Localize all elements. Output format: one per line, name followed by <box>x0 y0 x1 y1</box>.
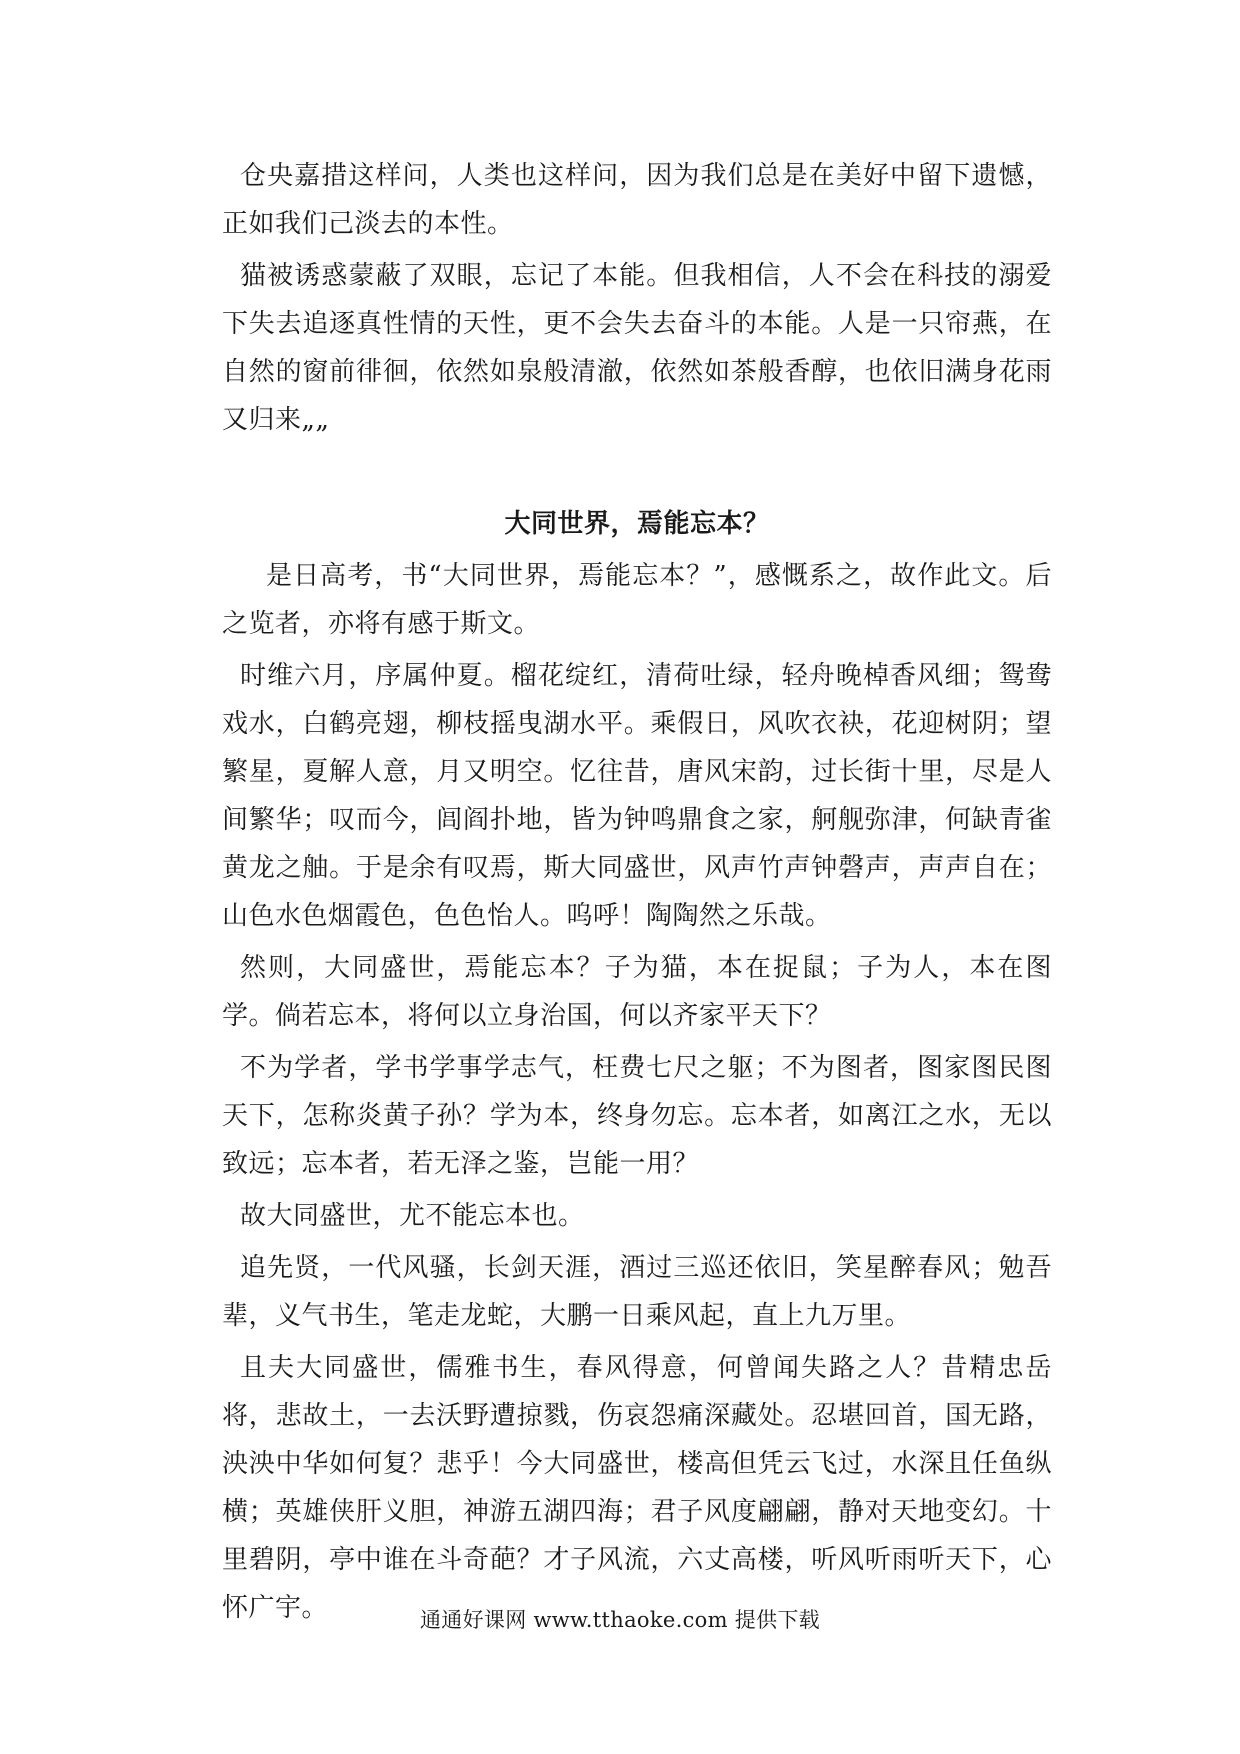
essay-section <box>222 500 1052 1632</box>
intro-paragraph: 是日高考，书“大同世界，焉能忘本？”，感慨系之，故作此文。后之览者，亦将有感于斯文。 <box>222 561 1052 639</box>
paragraph: 仓央嘉措这样问，人类也这样问，因为我们总是在美好中留下遗憾，正如我们己淡去的本性。 <box>222 161 1052 239</box>
page-footer: 通通好课网 www.tthaoke.com 提供下载 <box>420 1608 820 1632</box>
paragraph: 故大同盛世，尤不能忘本也。 <box>240 1201 585 1231</box>
essay-title: 大同世界，焉能忘本？ <box>504 509 770 539</box>
paragraph: 不为学者，学书学事学志气，枉费七尺之躯；不为图者，图家图民图天下，怎称炎黄子孙？学为本，终身勿忘。忘本者，如离江之水，无以致远；忘本者，若无泽之鉴，岂能一用？ <box>222 1053 1052 1179</box>
paragraph: 猫被诱惑蒙蔽了双眼，忘记了本能。但我相信，人不会在科技的溺爱下失去追逐真性情的天性，更不会失去奋斗的本能。人是一只帘燕，在自然的窗前徘徊，依然如泉般清澈，依然如茶般香醇，也依旧满身花雨又归来„„ <box>222 261 1052 435</box>
paragraph: 时维六月，序属仲夏。榴花绽红，清荷吐绿，轻舟晚棹香风细；鸳鸯戏水，白鹤亮翅，柳枝摇曳湖水平。乘假日，风吹衣袂，花迎树阴；望繁星，夏解人意，月又明空。忆往昔，唐风宋韵，过长街十里，尽是人间繁华；叹而今，闾阎扑地，皆为钟鸣鼎食之家，舸舰弥津，何缺青雀黄龙之舳。于是余有叹焉，斯大同盛世，风声竹声钟磬声，声声自在；山色水色烟霞色，色色怡人。呜呼！陶陶然之乐哉。 <box>222 661 1052 931</box>
essay-continuation <box>222 152 1052 444</box>
paragraph: 且夫大同盛世，儒雅书生，春风得意，何曾闻失路之人？昔精忠岳将，悲故土，一去沃野遭掠戮，伤哀怨痛深藏处。忍堪回首，国无路，泱泱中华如何复？悲乎！今大同盛世，楼高但凭云飞过，水深且任鱼纵横；英雄侠肝义胆，神游五湖四海；君子风度翩翩，静对天地变幻。十里碧阴，亭中谁在斗奇葩？才子风流，六丈高楼，听风听雨听天下，心怀广宇。 <box>222 1353 1052 1623</box>
paragraph: 然则，大同盛世，焉能忘本？子为猫，本在捉鼠；子为人，本在图学。倘若忘本，将何以立身治国，何以齐家平天下？ <box>222 953 1052 1031</box>
paragraph: 追先贤，一代风骚，长剑天涯，酒过三巡还依旧，笑星醉春风；勉吾辈，义气书生，笔走龙蛇，大鹏一日乘风起，直上九万里。 <box>222 1253 1052 1331</box>
